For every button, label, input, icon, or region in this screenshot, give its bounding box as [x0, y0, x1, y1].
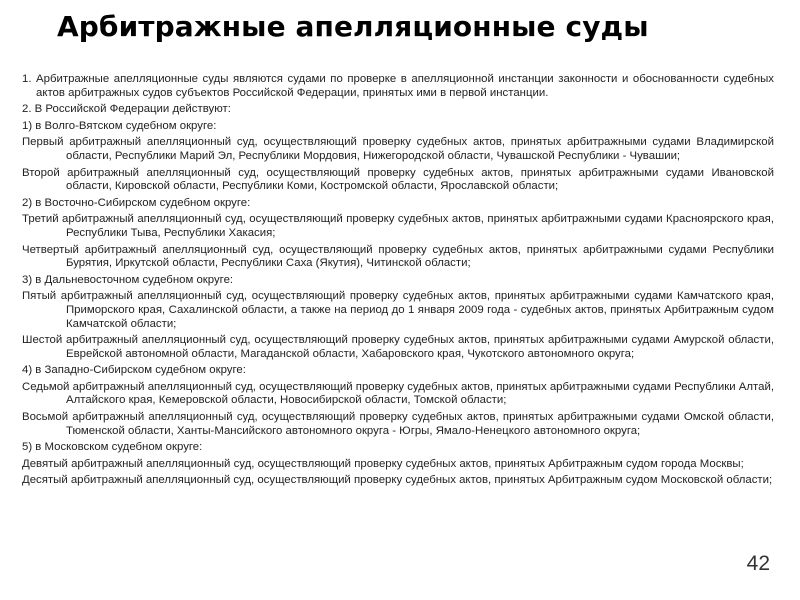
- district-heading-far-eastern: 3) в Дальневосточном судебном округе:: [22, 273, 234, 286]
- court-entry-ninth: Девятый арбитражный апелляционный суд, осуществляющий проверку судебных актов, принятых Арбитражным судом города Москвы;: [22, 457, 744, 470]
- district-heading-volgo-vyatsky: 1) в Волго-Вятском судебном округе:: [22, 119, 217, 132]
- paragraph-item-2: 2. В Российской Федерации действуют:: [22, 103, 231, 116]
- court-entry-seventh: Седьмой арбитражный апелляционный суд, осуществляющий проверку судебных актов, принятых арбитражными судами Республики Алтай, Алтайского края, Кемеровской области, Новосибирской области, Томской области;: [22, 380, 774, 407]
- slide-body: [22, 73, 774, 491]
- district-heading-east-siberian: 2) в Восточно-Сибирском судебном округе:: [22, 196, 251, 209]
- court-entry-sixth: Шестой арбитражный апелляционный суд, осуществляющий проверку судебных актов, принятых арбитражными судами Амурской области, Еврейской автономной области, Магаданской области, Хабаровского края, Чукотского автономного округа;: [22, 334, 774, 360]
- court-entry-eighth: Восьмой арбитражный апелляционный суд, осуществляющий проверку судебных актов, принятых арбитражными судами Омской области, Тюменской области, Ханты-Мансийского автономного округа - Югры, Ямало-Ненецкого автономного округа;: [22, 411, 774, 437]
- court-entry-fourth: Четвертый арбитражный апелляционный суд, осуществляющий проверку судебных актов, принятых арбитражными судами Республики Бурятия, Иркутской области, Республики Саха (Якутия), Читинской области;: [22, 243, 774, 270]
- court-entry-fifth: Пятый арбитражный апелляционный суд, осуществляющий проверку судебных актов, принятых арбитражными судами Камчатского края, Приморского края, Сахалинской области, а также на период до 1 января 2009 года - судебных актов, принятых Арбитражным судом Камчатской области;: [22, 290, 774, 330]
- court-entry-tenth: Десятый арбитражный апелляционный суд, осуществляющий проверку судебных актов, принятых Арбитражным судом Московской области;: [22, 474, 773, 487]
- court-entry-second: Второй арбитражный апелляционный суд, осуществляющий проверку судебных актов, принятых арбитражными судами Ивановской области, Кировской области, Республики Коми, Костромской области, Ярославской области;: [22, 166, 774, 193]
- district-heading-moscow: 5) в Московском судебном округе:: [22, 441, 203, 454]
- court-entry-third: Третий арбитражный апелляционный суд, осуществляющий проверку судебных актов, принятых арбитражными судами Красноярского края, Республики Тыва, Республики Хакасия;: [22, 213, 774, 239]
- slide-title: Арбитражные апелляционные суды: [57, 10, 649, 43]
- paragraph-item-1: 1. Арбитражные апелляционные суды являются судами по проверке в апелляционной инстанции законности и обоснованности судебных актов арбитражных судов субъектов Российской Федерации, принятых ими в первой инстанции.: [22, 73, 774, 99]
- page-number: 42: [746, 552, 770, 575]
- district-heading-west-siberian: 4) в Западно-Сибирском судебном округе:: [22, 364, 246, 377]
- court-entry-first: Первый арбитражный апелляционный суд, осуществляющий проверку судебных актов, принятых арбитражными судами Владимирской области, Республики Марий Эл, Республики Мордовия, Нижегородской области, Чувашской Республики - Чувашии;: [22, 136, 774, 162]
